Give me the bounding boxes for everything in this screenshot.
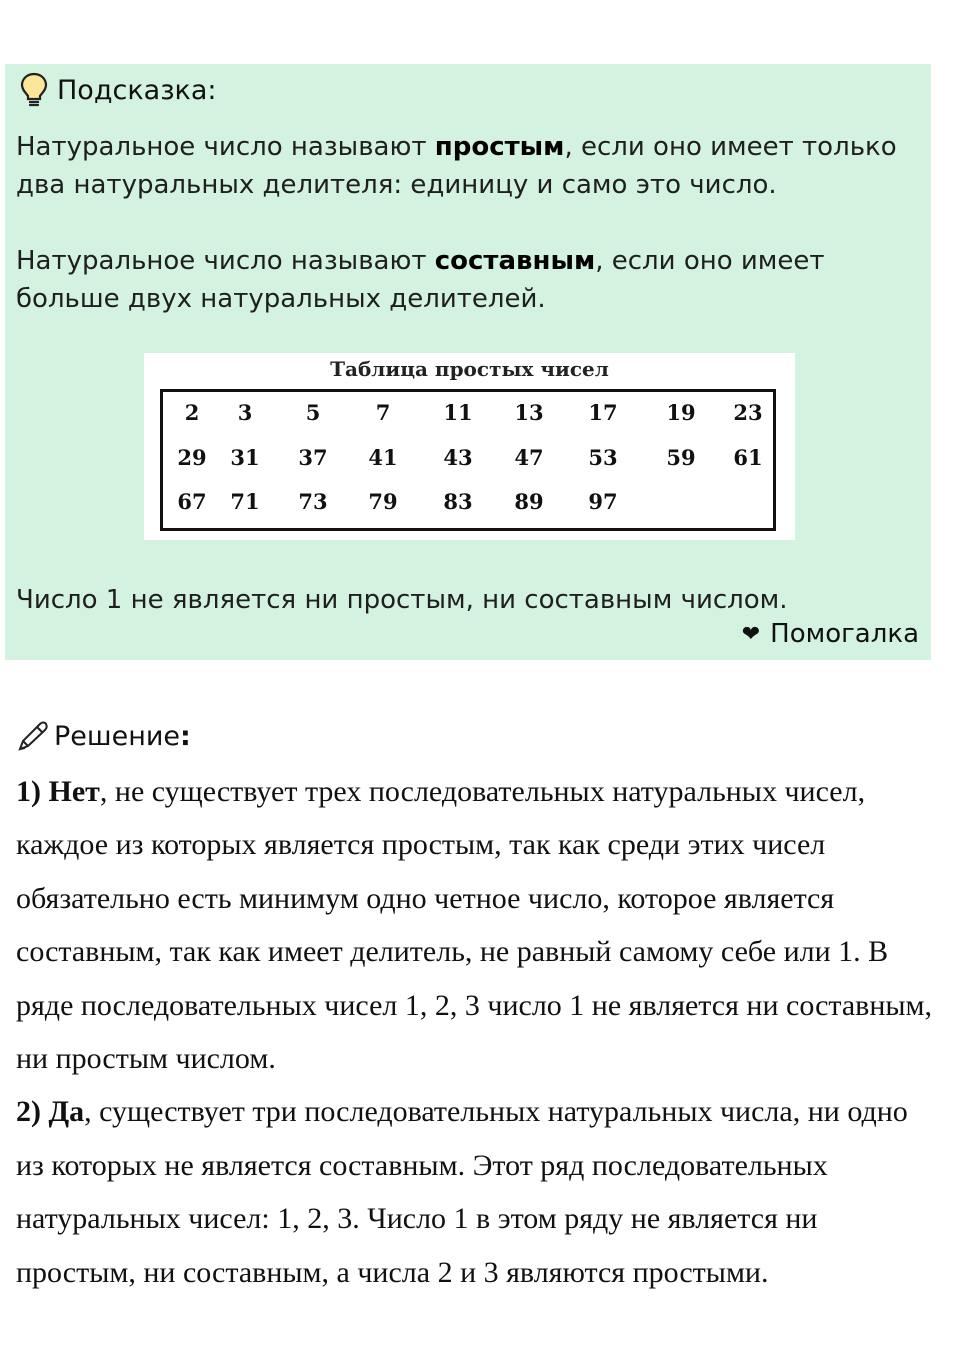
prime-table-image (144, 353, 795, 540)
prime-table-cell: 73 (298, 489, 328, 514)
answer-2: 2) Да, существует три последовательных натуральных числа, ни одно из которых не является составным. Этот ряд последовательных натуральных чисел: 1, 2, 3. Число 1 в этом ряду не является ни простым, ни составным, а числа 2 и 3 являются простыми. (16, 1095, 908, 1289)
prime-definition: Натуральное число называют простым, если оно имеет только два натуральных делителя: единицу и само это число. (16, 132, 897, 200)
prime-table-cell: 13 (514, 400, 544, 425)
credit (742, 619, 919, 649)
prime-table-cell: 89 (514, 489, 544, 514)
pencil-icon (16, 719, 50, 753)
answer-1: 1) Нет, не существует трех последовательных натуральных чисел, каждое из которых является простым, так как среди этих чисел обязательно есть минимум одно четное число, которое является составным, так как имеет делитель, не равный самому себе или 1. В ряде последовательных чисел 1, 2, 3 число 1 не является ни составным, ни простым числом. (16, 775, 933, 1076)
credit-label: Помогалка (770, 619, 919, 649)
prime-table-row (163, 489, 773, 529)
prime-table-cell: 17 (588, 400, 618, 425)
prime-table-cell: 29 (177, 445, 207, 470)
prime-table-cell: 31 (230, 445, 260, 470)
solution-header (16, 716, 191, 756)
prime-table-cell: 23 (733, 400, 763, 425)
prime-table-cell: 83 (443, 489, 473, 514)
prime-table-title: Таблица простых чисел (330, 357, 609, 381)
prime-table-cell: 47 (514, 445, 544, 470)
prime-table-cell: 61 (733, 445, 763, 470)
solution-title: Решение: (54, 720, 191, 752)
prime-table-cell: 11 (443, 400, 473, 425)
prime-table-cell: 3 (237, 400, 253, 425)
prime-table-cell: 79 (368, 489, 398, 514)
prime-table-cell: 19 (666, 400, 696, 425)
prime-table-cell: 43 (443, 445, 473, 470)
number-one-note: Число 1 не является ни простым, ни составным числом. (16, 585, 788, 615)
prime-table-cell: 71 (230, 489, 260, 514)
lightbulb-icon (19, 72, 49, 108)
solution-text (16, 765, 936, 1299)
prime-table-row (163, 400, 773, 440)
prime-table-cell: 37 (298, 445, 328, 470)
hint-header (19, 72, 217, 108)
composite-term: составным (434, 246, 596, 276)
prime-table-cell: 5 (305, 400, 321, 425)
answer-1-label: 1) Нет (16, 775, 100, 808)
prime-table-row (163, 445, 773, 485)
prime-table (160, 389, 776, 531)
prime-table-cell: 7 (375, 400, 391, 425)
prime-table-cell: 97 (588, 489, 618, 514)
prime-term: простым (434, 132, 565, 162)
prime-table-cell: 41 (368, 445, 398, 470)
prime-table-cell: 2 (184, 400, 200, 425)
hint-box (5, 64, 931, 660)
prime-table-cell: 67 (177, 489, 207, 514)
answer-2-label: 2) Да (16, 1095, 85, 1129)
prime-table-cell: 59 (666, 445, 696, 470)
hint-title: Подсказка: (57, 74, 217, 106)
prime-table-cell: 53 (588, 445, 618, 470)
composite-definition: Натуральное число называют составным, если оно имеет больше двух натуральных делителей. (16, 246, 825, 314)
heart-icon: ❤ (741, 621, 761, 647)
